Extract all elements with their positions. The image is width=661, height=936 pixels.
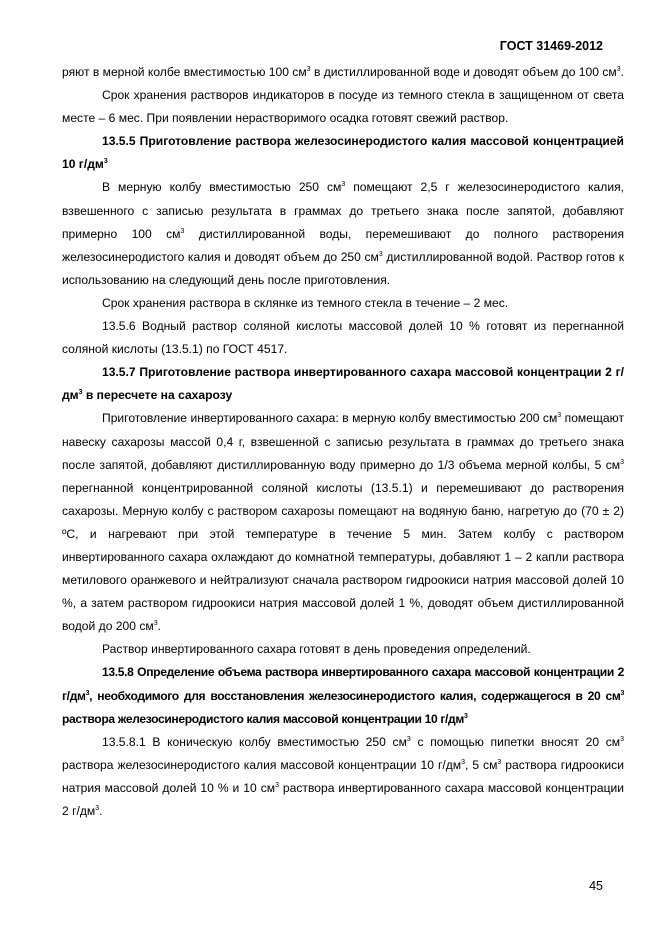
- paragraph-13-5-6: 13.5.6 Водный раствор соляной кислоты массовой долей 10 % готовят из перегнанной соляной кислоты (13.5.1) по ГОСТ 4517.: [62, 319, 624, 357]
- section-heading-13-5-8: 13.5.8 Определение объема раствора инвертированного сахара массовой концентрации 2 $г/дм^3$, необходимого для восстановления железосинеродистого калия, содержащегося в 20 $см^3$ раствора железосинеродистого калия массовой концентрации 10 $г/дм^3$: [62, 665, 624, 726]
- paragraph-inverted-sugar-prep: Приготовление инвертированного сахара: в мерную колбу вместимостью 200 $см^3$ помещают навеску сахарозы массой 0,4 г, взвешенной с записью результата в граммах до третьего знака после запятой, добавляют дистиллированную воду примерно до 1/3 объема мерной колбы, 5 $см^3$ перегнанной концентрированной соляной кислоты (13.5.1) и перемешивают до растворения сахарозы. Мерную колбу с раствором сахарозы помещают на водяную баню, нагретую до (70 ± 2) ºC, и нагревают при этой температуре в течение 5 мин. Затем колбу с раствором инвертированного сахара охлаждают до комнатной температуры, добавляют 1 – 2 капли раствора метилового оранжевого и нейтрализуют сначала раствором гидроокиси натрия массовой долей 10 %, а затем раствором гидроокиси натрия массовой долей 1 %, доводят объем дистиллированной водой до 200 $см^3$.: [62, 411, 624, 634]
- paragraph-continuation: ряют в мерной колбе вместимостью 100 $см^3$ в дистиллированной воде и доводят объем до 100 $см^3$.: [62, 65, 624, 79]
- paragraph-13-5-8-1: 13.5.8.1 В коническую колбу вместимостью 250 $см^3$ с помощью пипетки вносят 20 $см^3$ раствора железосинеродистого калия массовой концентрации 10 $г/дм^3$, 5 $см^3$ раствора гидроокиси натрия массовой долей 10 % и 10 $см^3$ раствора инвертированного сахара массовой концентрации 2 $г/дм^3$.: [62, 734, 625, 818]
- paragraph-inverted-sugar-day: Раствор инвертированного сахара готовят в день проведения определений.: [102, 642, 531, 657]
- page-number: 45: [589, 879, 603, 893]
- paragraph-storage-ferricyanide: Срок хранения раствора в склянке из темного стекла в течение – 2 мес.: [102, 295, 509, 310]
- section-heading-13-5-7: 13.5.7 Приготовление раствора инвертированного сахара массовой концентрации 2 $г/дм^3$ в пересчете на сахарозу: [62, 365, 624, 403]
- paragraph-ferricyanide-prep: В мерную колбу вместимостью 250 $см^3$ помещают 2,5 г железосинеродистого калия, взвешенного с записью результата в граммах до третьего знака после запятой, добавляют примерно 100 $см^3$ дистиллированной воды, перемешивают до полного растворения железосинеродистого калия и доводят объем до 250 $см^3$ дистиллированной водой. Раствор готов к использованию на следующий день после приготовления.: [62, 180, 624, 287]
- section-heading-13-5-5: 13.5.5 Приготовление раствора железосинеродистого калия массовой концентрацией 10 $г/дм^3$: [62, 134, 624, 172]
- standard-code: ГОСТ 31469-2012: [499, 39, 603, 53]
- paragraph-storage-indicators: Срок хранения растворов индикаторов в посуде из темного стекла в защищенном от света месте – 6 мес. При появлении нерастворимого осадка готовят свежий раствор.: [62, 88, 624, 126]
- document-body: [62, 61, 624, 823]
